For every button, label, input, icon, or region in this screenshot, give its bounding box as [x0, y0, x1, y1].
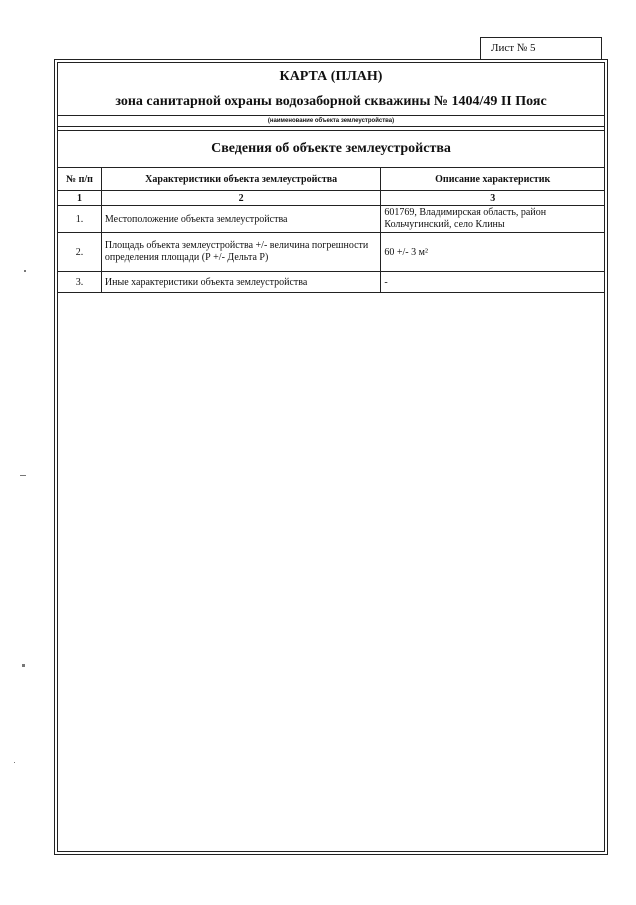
- column-number-row: [58, 191, 605, 206]
- document-frame: [57, 62, 605, 852]
- row-number: 2.: [58, 233, 102, 272]
- sheet-number-box: [480, 37, 602, 59]
- column-number: 3: [381, 191, 605, 206]
- row-number: 1.: [58, 206, 102, 233]
- map-title: КАРТА (ПЛАН): [279, 69, 383, 84]
- table-row: [58, 206, 605, 233]
- scan-speck: [14, 762, 15, 763]
- row-description: 60 +/- 3 м²: [381, 233, 605, 272]
- row-characteristic: Иные характеристики объекта землеустройства: [101, 272, 380, 293]
- header-number: № п/п: [58, 168, 102, 191]
- column-number: 2: [101, 191, 380, 206]
- sheet-number: Лист № 5: [491, 42, 536, 54]
- scan-speck: [24, 270, 26, 272]
- scan-speck: [20, 475, 26, 476]
- header-characteristic: Характеристики объекта землеустройства: [101, 168, 380, 191]
- header-description: Описание характеристик: [381, 168, 605, 191]
- section-title: Сведения об объекте землеустройства: [211, 141, 451, 156]
- column-number: 1: [58, 191, 102, 206]
- row-characteristic: Местоположение объекта землеустройства: [101, 206, 380, 233]
- object-name: зона санитарной охраны водозаборной скважины № 1404/49 II Пояс: [115, 94, 547, 109]
- divider: [58, 130, 604, 131]
- row-description: -: [381, 272, 605, 293]
- row-characteristic: Площадь объекта землеустройства +/- величина погрешности определения площади (Р +/- Дельта Р): [101, 233, 380, 272]
- row-description: 601769, Владимирская область, район Кольчугинский, село Клины: [381, 206, 605, 233]
- table-header-row: [58, 168, 605, 191]
- table-row: [58, 233, 605, 272]
- object-name-caption: (наименование объекта землеустройства): [58, 115, 604, 127]
- row-number: 3.: [58, 272, 102, 293]
- characteristics-table: [57, 167, 605, 293]
- scan-speck: [22, 664, 25, 667]
- table-row: [58, 272, 605, 293]
